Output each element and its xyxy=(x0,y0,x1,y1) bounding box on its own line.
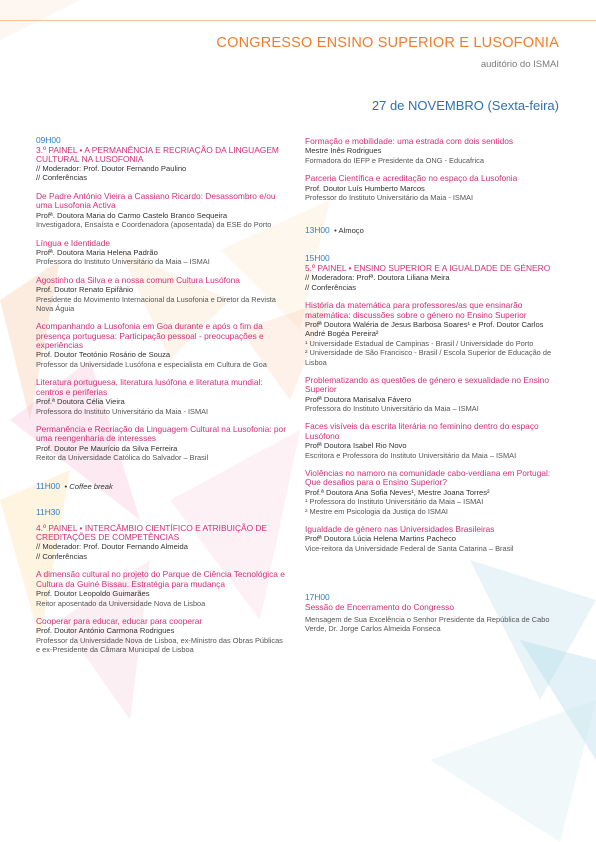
break-time: 11H00 xyxy=(36,481,61,492)
moderator: // Moderadora: Profª. Doutora Liliana Meira xyxy=(305,273,450,283)
talk-title: Formação e mobilidade: uma estrada com dois sentidos xyxy=(305,136,514,146)
speaker: Prof. Doutor António Carmona Rodrigues xyxy=(36,626,175,636)
moderator: // Moderador: Prof. Doutor Fernando Almeida xyxy=(36,542,188,552)
session-time: 09H00 xyxy=(36,135,61,145)
affiliation: Investigadora, Ensaísta e Coordenadora (aposentada) da ESE do Porto xyxy=(36,220,272,230)
affiliation: Escritora e Professora do Instituto Universitário da Maia – ISMAI xyxy=(305,450,517,460)
header-rule xyxy=(0,20,596,21)
panel-title: 3.º PAINEL • A PERMANÊNCIA E RECRIAÇÃO DA LINGUAGEM CULTURAL NA LUSOFONIA xyxy=(36,144,279,164)
affiliation: Professor da Universidade Nova de Lisboa, ex-Ministro das Obras Públicas e ex-Presidente da Câmara Municipal de Lisboa xyxy=(36,635,283,655)
left-column xyxy=(36,136,288,654)
speaker: Profª Doutora Waléria de Jesus Barbosa Soares¹ e Prof. Doutor Carlos André Bogéa Pereira² xyxy=(305,319,544,339)
speaker: Prof. Doutor Teotónio Rosário de Souza xyxy=(36,350,171,360)
closing-text: Mensagem de Sua Excelência o Senhor Presidente da República de Cabo Verde, Dr. Jorge Carlos Almeida Fonseca xyxy=(305,614,550,634)
session-time: 15H00 xyxy=(305,253,330,264)
talk-title: Violências no namoro na comunidade cabo-verdiana em Portugal: Que desafios para o Ensino Superior? xyxy=(305,468,551,488)
closing-time: 17H00 xyxy=(305,592,330,603)
speaker: Mestre Inês Rodrigues xyxy=(305,146,382,156)
lunch-time: 13H00 xyxy=(305,225,330,236)
affiliation: ² Mestre em Psicologia da Justiça do ISMAI xyxy=(305,506,448,516)
right-column xyxy=(305,137,560,633)
closing-title: Sessão de Encerramento do Congresso xyxy=(305,601,454,612)
talk-title: Igualdade de género nas Universidades Brasileiras xyxy=(305,523,495,534)
talk-title: Cooperar para educar, educar para cooperar xyxy=(36,615,203,626)
talk-title: Literatura portuguesa, literatura lusófona e literatura mundial: centros e periferias xyxy=(36,377,263,397)
talk-title: Língua e Identidade xyxy=(36,237,111,248)
lunch-break xyxy=(305,220,560,238)
day-heading: 27 de NOVEMBRO (Sexta-feira) xyxy=(371,98,559,113)
speaker: Profª. Doutora Maria Helena Padrão xyxy=(36,247,158,257)
affiliation: Reitor aposentado da Universidade Nova de Lisboa xyxy=(36,598,206,608)
talk-title: Faces visíveis da escrita literária no feminino dentro do espaço Lusófono xyxy=(305,421,539,441)
panel-title: 5.º PAINEL • ENSINO SUPERIOR E A IGUALDADE DE GÉNERO xyxy=(305,262,551,273)
talk-title: Acompanhando a Lusofonia em Goa durante e após o fim da presença portuguesa: Participação pessoal - preocupações e experiências xyxy=(36,321,264,351)
session-format: // Conferências xyxy=(36,551,88,561)
affiliation: Professor da Universidade Lusófona e especialista em Cultura de Goa xyxy=(36,359,267,369)
speaker: Prof. Doutor Renato Epifânio xyxy=(36,285,134,295)
speaker: Profª Doutora Isabel Rio Novo xyxy=(305,441,407,451)
moderator: // Moderador: Prof. Doutor Fernando Paulino xyxy=(36,163,187,173)
session-format: // Conferências xyxy=(36,173,88,183)
break-label: Coffee break xyxy=(69,482,113,492)
talk-title: De Padre António Vieira a Cassiano Ricardo: Desassombro e/ou uma Lusofonia Activa xyxy=(36,190,276,211)
affiliation: ¹ Professora do Instituto Universitário da Maia – ISMAI xyxy=(305,497,484,507)
talk-title: A dimensão cultural no projeto do Parque de Ciência Tecnológica e Cultura da Guiné Bissau. Estratégia para mudança xyxy=(36,569,285,589)
affiliation: Formadora do IEFP e Presidente da ONG - Educafrica xyxy=(305,155,484,165)
page-title: CONGRESSO ENSINO SUPERIOR E LUSOFONIA xyxy=(216,35,559,51)
speaker: Prof. Doutor Leopoldo Guimarães xyxy=(36,589,150,599)
talk-title: História da matemática para professores/as que ensinarão matemática: discussões sobre o género no Ensino Superior xyxy=(305,300,527,320)
affiliation: Professora do Instituto Universitário da Maia - ISMAI xyxy=(36,406,209,416)
affiliation: Professora do Instituto Universitário da Maia – ISMAI xyxy=(36,257,210,267)
panel-title: 4.º PAINEL • INTERCÂMBIO CIENTÍFICO E ATRIBUIÇÃO DE CREDITAÇÕES DE COMPETÊNCIAS xyxy=(36,522,268,543)
speaker: Profª Doutora Marisalva Fávero xyxy=(305,394,412,404)
speaker: Prof.ª Doutora Ana Sofia Neves¹, Mestre Joana Torres² xyxy=(305,487,490,497)
affiliation: Vice-reitora da Universidade Federal de Santa Catarina – Brasil xyxy=(305,543,514,553)
session-time: 11H30 xyxy=(36,507,61,518)
speaker: Profª. Doutora Maria do Carmo Castelo Branco Sequeira xyxy=(36,210,228,220)
talk-title: Permanência e Recriação da Linguagem Cultural na Lusofonia: por uma reengenharia de interesses xyxy=(36,423,287,444)
talk-title: Problematizando as questões de género e sexualidade no Ensino Superior xyxy=(305,374,549,395)
speaker: Prof.ª Doutora Célia Vieira xyxy=(36,397,125,407)
coffee-break: 11H00 • Coffee break xyxy=(36,481,113,492)
speaker: Profª Doutora Lúcia Helena Martins Pacheco xyxy=(305,534,456,544)
lunch-label: • Almoço xyxy=(334,226,364,236)
speaker: Prof. Doutor Luís Humberto Marcos xyxy=(305,183,425,193)
venue-subtitle: auditório do ISMAI xyxy=(480,59,559,70)
affiliation: Presidente do Movimento Internacional da Lusofonia e Diretor da Revista Nova Águia xyxy=(36,294,276,313)
affiliation: Professor do Instituto Universitário da Maia - ISMAI xyxy=(305,193,473,203)
speaker: Prof. Doutor Pe Maurício da Silva Ferreira xyxy=(36,443,178,453)
talk-title: Agostinho da Silva e a nossa comum Cultura Lusófona xyxy=(36,274,240,285)
affiliation: Professora do Instituto Universitário da Maia – ISMAI xyxy=(305,404,479,414)
affiliation: ¹ Universidade Estadual de Campinas - Brasil / Universidade do Porto xyxy=(305,338,534,348)
talk-title: Parceria Científica e acreditação no espaço da Lusofonia xyxy=(305,173,518,184)
affiliation: ² Universidade de São Francisco - Brasil / Escola Superior de Educação de Lisboa xyxy=(305,348,552,367)
session-format: // Conferências xyxy=(305,282,357,292)
affiliation: Reitor da Universidade Católica do Salvador – Brasil xyxy=(36,453,209,463)
